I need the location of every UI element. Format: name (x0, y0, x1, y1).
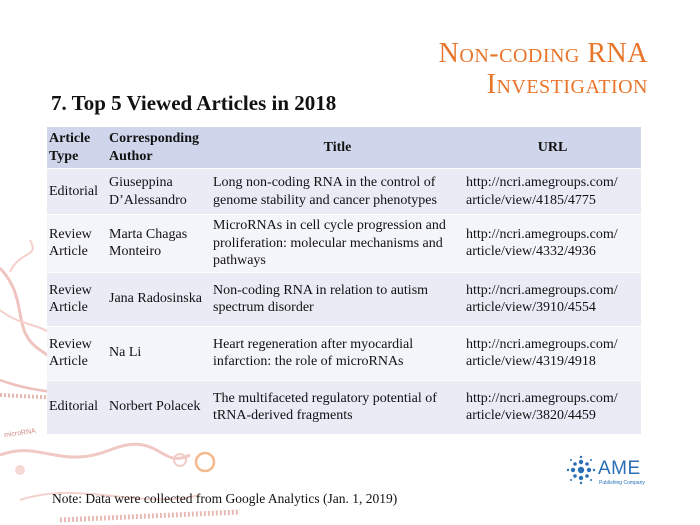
cell-article-type: Review Article (47, 326, 107, 380)
header-url: URL (464, 127, 641, 169)
cell-url[interactable]: http://ncri.amegroups.com/ article/view/4319/4918 (464, 326, 641, 380)
journal-logo (439, 38, 648, 101)
ame-dots-icon (566, 455, 596, 485)
journal-title-line2: Investigation (486, 69, 648, 101)
cell-author: Jana Radosinska (107, 272, 211, 326)
ame-logo-subtitle: Publishing Company (599, 480, 645, 486)
cell-title: MicroRNAs in cell cycle progression and proliferation: molecular mechanisms and pathways (211, 215, 464, 273)
table-row (47, 169, 641, 215)
cell-url[interactable]: http://ncri.amegroups.com/ article/view/3910/4554 (464, 272, 641, 326)
journal-title-line1: Non-coding RNA (438, 38, 648, 69)
cell-article-type: Editorial (47, 380, 107, 434)
table-row (47, 215, 641, 273)
table-row (47, 380, 641, 434)
header-title: Title (211, 127, 464, 169)
microrna-label: microRNA (3, 427, 37, 440)
cell-author: Giuseppina D’Alessandro (107, 169, 211, 215)
cell-article-type: Editorial (47, 169, 107, 215)
table-row (47, 326, 641, 380)
ame-logo (566, 455, 645, 490)
cell-author: Marta Chagas Monteiro (107, 215, 211, 273)
cell-title: Non-coding RNA in relation to autism spectrum disorder (211, 272, 464, 326)
table-header-row (47, 127, 641, 169)
cell-url[interactable]: http://ncri.amegroups.com/ article/view/4185/4775 (464, 169, 641, 215)
cell-title: Heart regeneration after myocardial infarction: the role of microRNAs (211, 326, 464, 380)
cell-url[interactable]: http://ncri.amegroups.com/ article/view/3820/4459 (464, 380, 641, 434)
table-row (47, 272, 641, 326)
cell-author: Norbert Polacek (107, 380, 211, 434)
cell-title: The multifaceted regulatory potential of tRNA-derived fragments (211, 380, 464, 434)
cell-author: Na Li (107, 326, 211, 380)
cell-title: Long non-coding RNA in the control of genome stability and cancer phenotypes (211, 169, 464, 215)
header-article-type: Article Type (47, 127, 107, 169)
articles-table (47, 127, 641, 435)
header-author: Corresponding Author (107, 127, 211, 169)
cell-url[interactable]: http://ncri.amegroups.com/ article/view/4332/4936 (464, 215, 641, 273)
page-title: 7. Top 5 Viewed Articles in 2018 (51, 91, 337, 115)
cell-article-type: Review Article (47, 215, 107, 273)
ame-logo-text: AME (598, 458, 641, 479)
footnote: Note: Data were collected from Google Analytics (Jan. 1, 2019) (52, 491, 398, 506)
cell-article-type: Review Article (47, 272, 107, 326)
